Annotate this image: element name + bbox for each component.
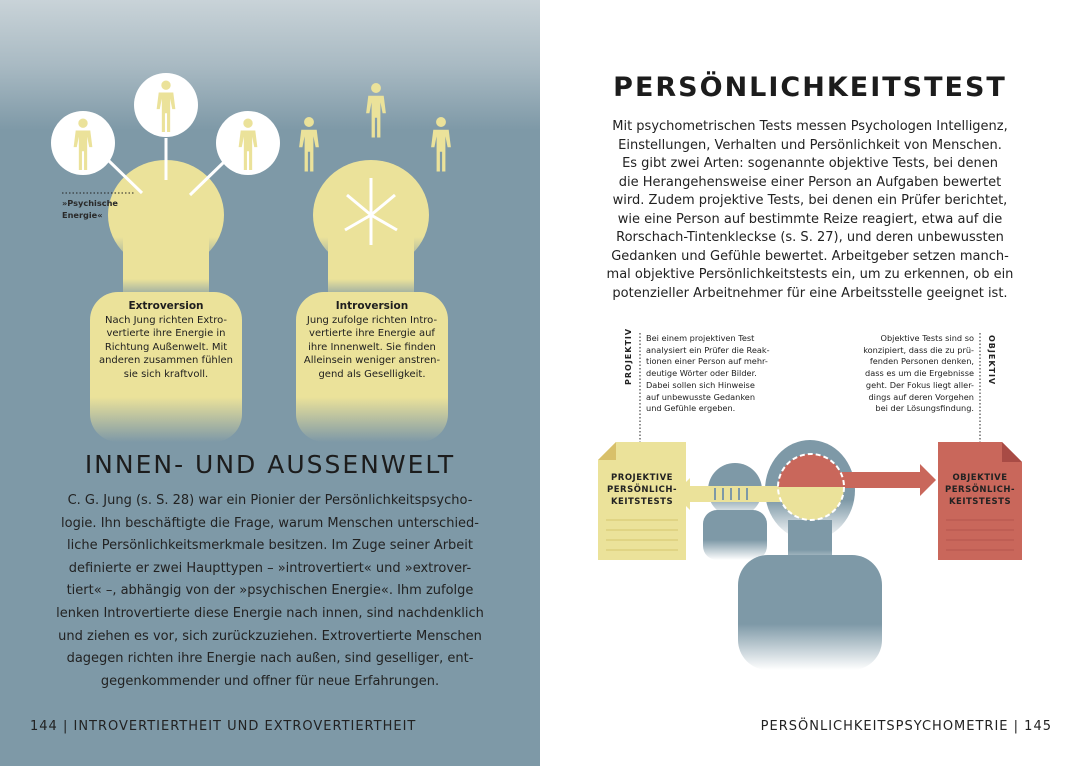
projective-doc-label: PROJEKTIVE PERSÖNLICH- KEITSTESTS (606, 473, 677, 507)
objective-arrow (840, 472, 920, 488)
projektiv-label: PROJEKTIV (624, 327, 633, 385)
right-body: Mit psychometrischen Tests messen Psychologen Intelligenz, Einstellungen, Verhalten und Persönlichkeit von Menschen. Es gibt zwei Arten: sogenannte objektive Tests, bei denen die Herangehensweise einer Person an Aufgaben bewertet wird. Zudem projektive Tests, bei denen ein Prüfer berichtet, wie eine Person auf bestimmte Reize reagiert, etwa auf die Rorschach-Tintenkleckse (s. S. 27), und deren unbewussten Gedanken und Gefühle bewertet. Arbeitgeber setzen manch- mal objektive Persönlichkeitstests ein, um zu erkennen, ob ein potenzieller Arbeitnehmer für eine Arbeitsstelle geeignet ist. (606, 119, 1014, 301)
energy-label: »Psychische Energie« (62, 198, 118, 220)
small-person (703, 463, 767, 560)
extroversion-box: Extroversion Nach Jung richten Extro- vertierte ihre Energie in Richtung Außenwelt. Mit anderen zusammen fühlen sie sich kraftvoll. (98, 300, 234, 380)
introversion-box: Introversion Jung zufolge richten Intro- vertierte ihre Energie auf ihre Innenwelt. Sie finden Alleinsein weniger anstren- gend als Geselligkeit. (303, 300, 441, 380)
objektiv-label: OBJEKTIV (987, 335, 996, 386)
left-body: C. G. Jung (s. S. 28) war ein Pionier der Persönlichkeitspsycho- logie. Ihn beschäftigte die Frage, warum Menschen unterschied- liche Persönlichkeitsmerkmale besitzen. Im Zuge seiner Arbeit definierte er zwei Haupttypen – »introvertiert« und »extrover- tiert« –, abhängig von der »psychischen Energie«. Ihm zufolge lenken Introvertierte diese Energie nach innen, sind nachdenklich und ziehen es vor, sich zurückzuziehen. Extrovertierte Menschen dagegen richten ihre Energie nach außen, sind geselliger, ent- gegenkommender und offner für neue Erfahrungen. (56, 493, 484, 689)
projektiv-text: Bei einem projektiven Test analysiert ein Prüfer die Reak- tionen einer Person auf mehr- deutige Wörter oder Bilder. Dabei sollen sich Hinweise auf unbewusste Gedanken und Gefühle ergeben. (646, 333, 770, 414)
right-footer: PERSÖNLICHKEITSPSYCHOMETRIE | 145 (760, 719, 1052, 734)
left-heading: INNEN- UND AUSSENWELT (84, 450, 456, 479)
left-footer: 144 | INTROVERTIERTHEIT UND EXTROVERTIERTHEIT (30, 719, 417, 734)
right-page (540, 0, 1080, 766)
test-illustration (540, 0, 1080, 766)
objektiv-text: Objektive Tests sind so konzipiert, dass die zu prü- fenden Personen denken, dass es um die Ergebnisse geht. Der Fokus liegt aller- dings auf deren Vorgehen bei der Lösungsfindung. (863, 333, 974, 414)
projective-arrow (690, 486, 780, 502)
right-heading: PERSÖNLICHKEITSTEST (613, 72, 1007, 103)
objective-doc-label: OBJEKTIVE PERSÖNLICH- KEITSTESTS (944, 473, 1015, 507)
